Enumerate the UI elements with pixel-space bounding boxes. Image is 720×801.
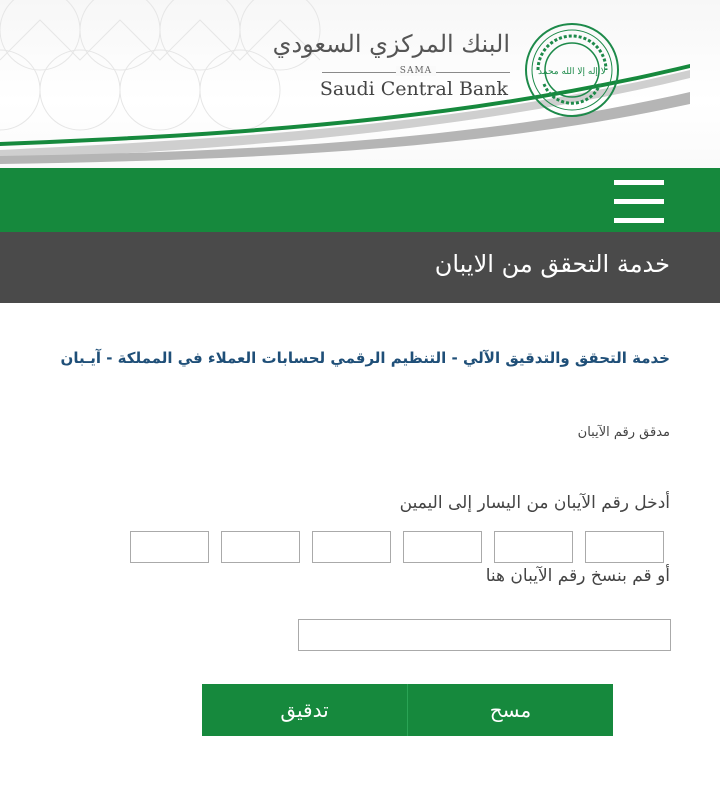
iban-parts-group xyxy=(130,531,666,563)
iban-part-1[interactable] xyxy=(130,531,209,563)
action-buttons xyxy=(202,684,613,736)
verify-button[interactable]: تدقيق xyxy=(202,684,407,736)
paste-iban-label: أو قم بنسخ رقم الآيبان هنا xyxy=(485,566,670,586)
iban-part-2[interactable] xyxy=(221,531,300,563)
logo-sama-text: SAMA xyxy=(322,66,510,76)
bank-emblem-icon xyxy=(524,22,620,118)
paste-iban-input[interactable] xyxy=(298,619,671,651)
bank-logo[interactable] xyxy=(272,30,512,110)
iban-part-5[interactable] xyxy=(494,531,573,563)
main-navbar xyxy=(0,168,720,232)
page-title: خدمة التحقق من الايبان xyxy=(434,250,670,278)
iban-instruction: أدخل رقم الآيبان من اليسار إلى اليمين xyxy=(399,493,670,513)
iban-checker-label: مدقق رقم الآيبان xyxy=(577,425,670,440)
page-title-bar xyxy=(0,232,720,303)
site-header xyxy=(0,0,720,168)
hamburger-menu-icon[interactable] xyxy=(614,180,664,224)
service-subtitle: خدمة التحقق والتدقيق الآلي - التنظيم الرقمي لحسابات العملاء في المملكة - آيـبان xyxy=(60,349,670,367)
clear-button[interactable]: مسح xyxy=(408,684,613,736)
logo-arabic-text: البنك المركزي السعودي xyxy=(272,30,510,58)
iban-part-3[interactable] xyxy=(312,531,391,563)
iban-part-6[interactable] xyxy=(585,531,664,563)
svg-text:لا إله إلا الله محمد: لا إله إلا الله محمد xyxy=(538,67,606,77)
iban-part-4[interactable] xyxy=(403,531,482,563)
logo-english-text: Saudi Central Bank xyxy=(319,78,508,100)
